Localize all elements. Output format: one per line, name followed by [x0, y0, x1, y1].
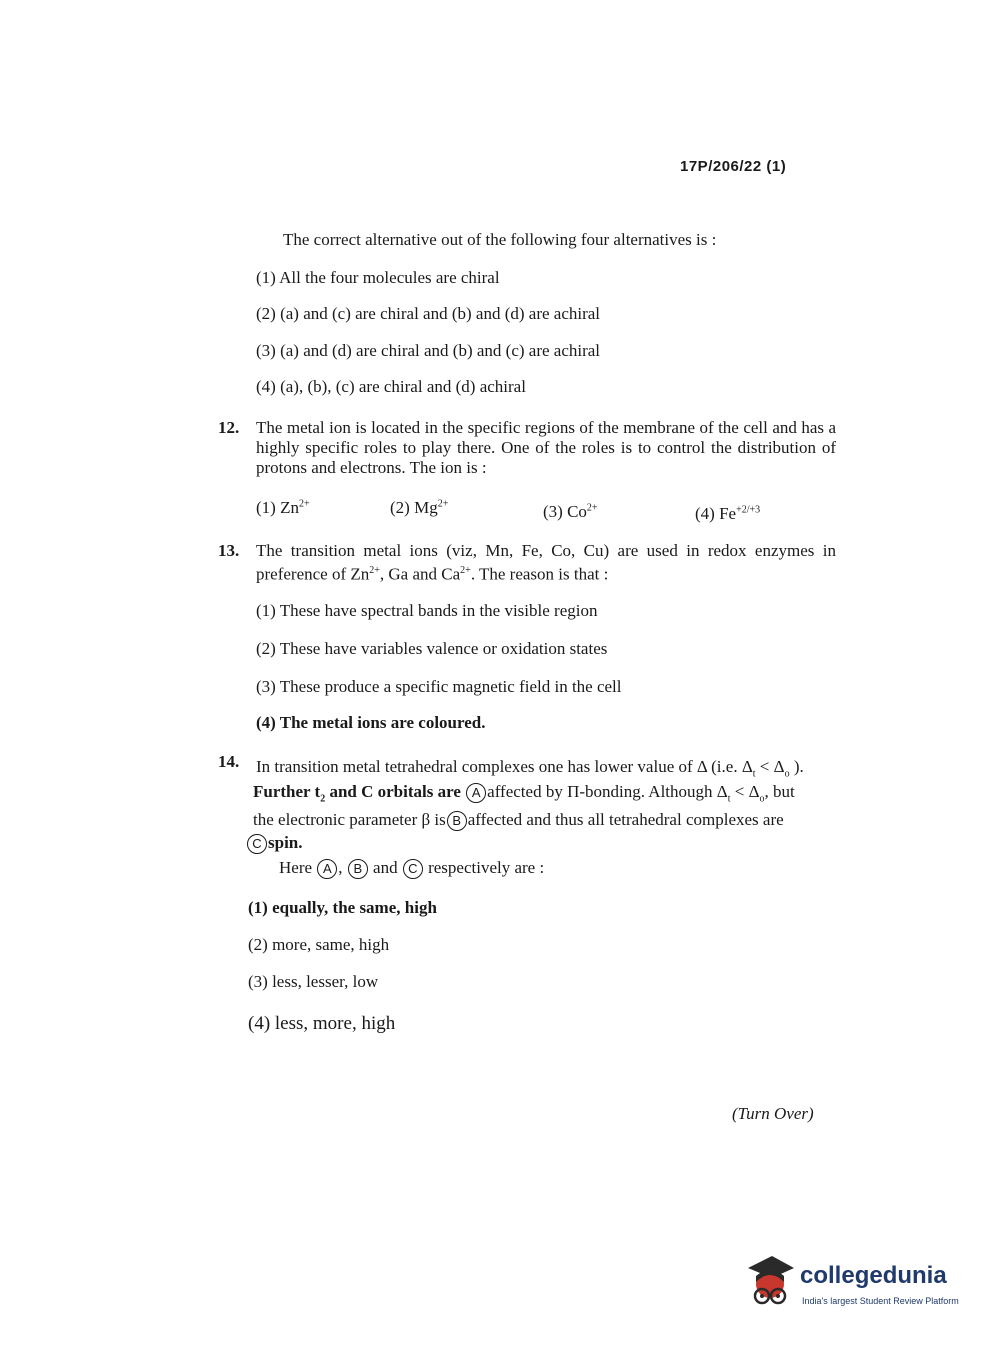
q14-line3-b: affected and thus all tetrahedral complexes are — [467, 810, 784, 829]
q14-line-3 — [253, 810, 784, 831]
q14-line1-sub1: t — [752, 768, 756, 780]
q11-option-3: (3) (a) and (d) are chiral and (b) and (c) are achiral — [256, 341, 601, 360]
q12-option-4-charge: +2/+3 — [736, 504, 761, 516]
q14-option-1: (1) equally, the same, high — [248, 898, 437, 917]
circle-c-ref: C — [403, 859, 423, 879]
q13-option-4: (4) The metal ions are coloured. — [256, 713, 486, 732]
q13-stem-sup1: 2+ — [369, 565, 380, 576]
q14-line2-sub3: o — [759, 793, 765, 805]
q14-line2-e: , but — [764, 782, 795, 801]
circle-a-marker: A — [466, 783, 486, 803]
q13-stem-a: The transition metal ions (viz, Mn, Fe, Co, Cu) are used in redox enzymes in preference of Zn — [256, 541, 836, 584]
q14-line3-a: the electronic parameter β is — [253, 810, 446, 829]
q12-option-4 — [695, 504, 760, 524]
q12-option-3 — [543, 502, 598, 522]
q12-option-4-label: (4) Fe — [695, 504, 737, 523]
q13-stem — [256, 541, 836, 585]
mascot-icon — [742, 1252, 800, 1312]
q14-line1-a: In transition metal tetrahedral complexes one has lower value of Δ (i.e. Δ — [256, 757, 753, 776]
q13-stem-sup2: 2+ — [460, 565, 471, 576]
q14-here-d: respectively are : — [428, 858, 545, 877]
q12-stem: The metal ion is located in the specific regions of the membrane of the cell and has a highly specific roles to play there. One of the roles is to control the distribution of protons and electrons. The ion is : — [256, 418, 836, 477]
q12-option-3-charge: 2+ — [586, 502, 598, 514]
q14-option-3: (3) less, lesser, low — [248, 972, 379, 991]
turn-over-note: (Turn Over) — [732, 1104, 814, 1123]
q12-option-1 — [256, 498, 310, 518]
circle-c-marker: C — [247, 834, 267, 854]
q14-here-line — [279, 858, 544, 879]
q14-option-4: (4) less, more, high — [248, 1013, 396, 1034]
brand-name: collegedunia — [800, 1262, 947, 1289]
circle-a-ref: A — [317, 859, 337, 879]
q13-number: 13. — [218, 541, 240, 560]
q14-line2-c: affected by Π-bonding. Although Δ — [487, 782, 728, 801]
q11-stem: The correct alternative out of the following four alternatives is : — [283, 230, 717, 249]
q14-here-c: and — [373, 858, 398, 877]
collegedunia-logo — [742, 1252, 972, 1322]
circle-b-marker: B — [447, 811, 467, 831]
q11-option-1: (1) All the four molecules are chiral — [256, 268, 500, 287]
q14-line2-a: Further t — [253, 782, 321, 801]
q11-option-4: (4) (a), (b), (c) are chiral and (d) achiral — [256, 377, 526, 396]
q12-number: 12. — [218, 418, 240, 437]
q14-line-4 — [246, 833, 303, 854]
q14-line-1 — [256, 757, 804, 779]
q14-line4-text: spin. — [268, 833, 303, 852]
q13-option-1: (1) These have spectral bands in the visible region — [256, 601, 598, 620]
q14-line-2 — [253, 782, 795, 804]
q14-here-a: Here — [279, 858, 313, 877]
q13-stem-b: , Ga and Ca — [379, 564, 461, 584]
q12-option-2 — [390, 498, 448, 518]
q12-option-2-label: (2) Mg — [390, 498, 438, 517]
q11-option-2: (2) (a) and (c) are chiral and (b) and (d) are achiral — [256, 304, 601, 323]
q14-option-2: (2) more, same, high — [248, 935, 390, 954]
q12-option-2-charge: 2+ — [437, 498, 449, 510]
q14-line2-d: < Δ — [730, 782, 760, 801]
q14-line1-b: < Δ — [755, 757, 785, 776]
q14-line2-b: and C orbitals are — [325, 782, 461, 801]
q13-option-2: (2) These have variables valence or oxidation states — [256, 639, 608, 658]
q13-stem-c: . The reason is that : — [470, 564, 609, 584]
brand-tagline: India's largest Student Review Platform — [802, 1296, 959, 1306]
q14-line2-sub: 2 — [320, 793, 326, 805]
q14-line1-c: ). — [789, 757, 804, 776]
page-code: 17P/206/22 (1) — [680, 158, 787, 175]
q14-number: 14. — [218, 752, 240, 771]
q14-line1-sub2: o — [784, 768, 790, 780]
q12-option-3-label: (3) Co — [543, 502, 587, 521]
q13-option-3: (3) These produce a specific magnetic field in the cell — [256, 677, 622, 696]
q14-line2-sub2: t — [727, 793, 731, 805]
q12-option-1-label: (1) Zn — [256, 498, 299, 517]
q14-here-b: , — [338, 858, 343, 877]
circle-b-ref: B — [348, 859, 368, 879]
q12-option-1-charge: 2+ — [298, 498, 310, 510]
